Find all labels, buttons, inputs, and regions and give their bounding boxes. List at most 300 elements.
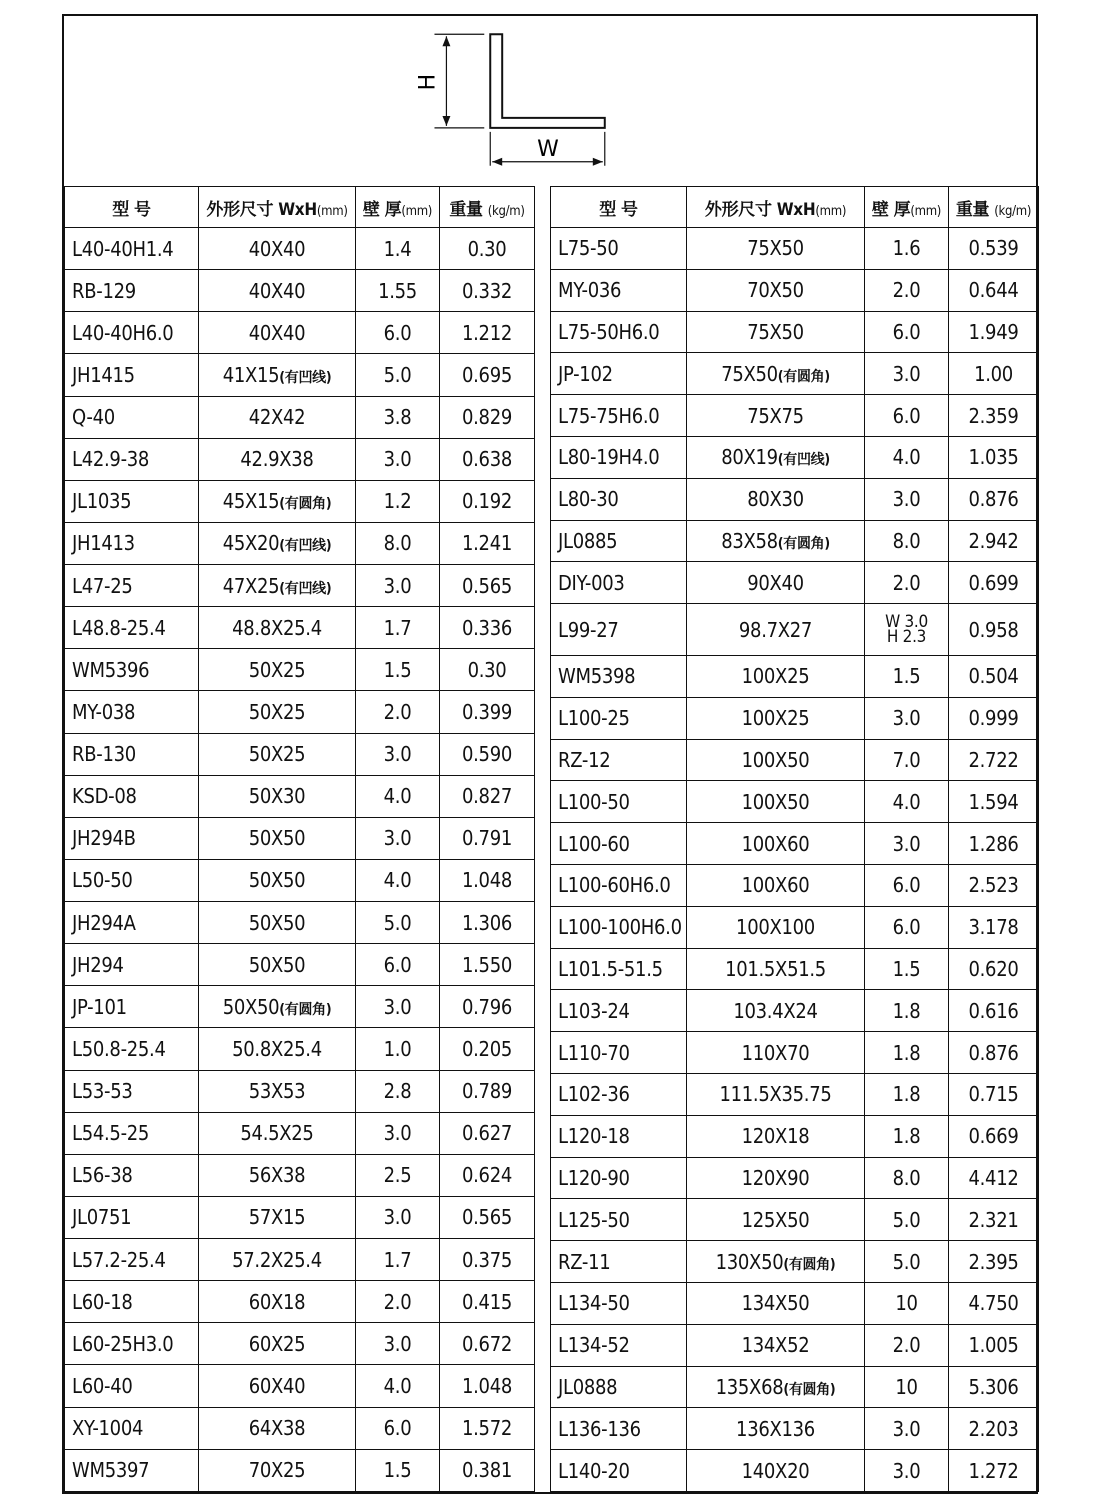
size-value: 120X18 [741, 1124, 810, 1149]
model-cell: JL1035 [65, 480, 199, 522]
size-cell [199, 438, 356, 480]
model-cell: L75-50H6.0 [551, 311, 687, 353]
table-row [65, 1028, 535, 1070]
size-cell [687, 906, 865, 948]
model-cell: L140-20 [551, 1450, 687, 1492]
size-value: 50X25 [248, 657, 306, 682]
model-cell: L120-18 [551, 1115, 687, 1157]
size-value: 50X25 [248, 742, 306, 767]
size-value: 80X19 [721, 445, 778, 470]
table-row [551, 311, 1039, 353]
size-value: 130X50 [715, 1249, 784, 1274]
model-cell: JL0751 [65, 1196, 199, 1238]
model-cell: DIY-003 [551, 562, 687, 604]
wall-cell: 5.0 [865, 1241, 949, 1283]
size-value: 64X38 [248, 1416, 306, 1441]
size-cell [199, 1112, 356, 1154]
size-value: 50X25 [248, 699, 306, 724]
wall-cell: 3.0 [865, 1408, 949, 1450]
size-value: 50.8X25.4 [232, 1036, 322, 1061]
wall-cell: 3.0 [356, 1323, 440, 1365]
weight-cell: 2.942 [949, 520, 1039, 562]
size-value: 41X15 [222, 362, 280, 387]
spec-sheet [62, 14, 1038, 1494]
wall-cell: 5.0 [356, 354, 440, 396]
model-cell: L100-50 [551, 781, 687, 823]
table-row [65, 480, 535, 522]
weight-cell: 2.203 [949, 1408, 1039, 1450]
size-value: 50X50 [248, 868, 306, 893]
model-cell: L136-136 [551, 1408, 687, 1450]
table-row [65, 1196, 535, 1238]
header-size: 外形尺寸 WxH(mm) [687, 187, 865, 228]
model-cell: L99-27 [551, 604, 687, 656]
wall-cell: 1.5 [865, 948, 949, 990]
size-value: 57X15 [248, 1205, 306, 1230]
table-row [551, 1073, 1039, 1115]
size-cell [199, 1196, 356, 1238]
header-size: 外形尺寸 WxH(mm) [199, 187, 356, 228]
size-cell [199, 733, 356, 775]
table-row [65, 859, 535, 901]
wall-cell: 5.0 [356, 902, 440, 944]
size-cell [199, 944, 356, 986]
size-cell [687, 604, 865, 656]
size-cell [199, 1154, 356, 1196]
model-cell: L60-18 [65, 1281, 199, 1323]
size-value: 83X58 [721, 528, 778, 553]
model-cell: WM5398 [551, 656, 687, 698]
h-dimension-label: H [415, 73, 441, 91]
header-wall: 壁 厚(mm) [356, 187, 440, 228]
size-value: 60X18 [248, 1289, 306, 1314]
size-note: (有圆角) [279, 1001, 332, 1018]
wall-cell: 2.0 [356, 1281, 440, 1323]
model-cell: JP-101 [65, 986, 199, 1028]
table-row [65, 817, 535, 859]
size-value: 101.5X51.5 [725, 956, 826, 981]
table-row [551, 1032, 1039, 1074]
weight-cell: 1.550 [440, 944, 535, 986]
weight-cell: 1.212 [440, 312, 535, 354]
table-row [551, 739, 1039, 781]
size-cell [687, 1366, 865, 1408]
size-cell [687, 823, 865, 865]
size-cell [199, 354, 356, 396]
wall-cell: 3.0 [356, 733, 440, 775]
model-cell: L75-75H6.0 [551, 395, 687, 437]
wall-cell: 1.4 [356, 228, 440, 270]
weight-cell: 0.669 [949, 1115, 1039, 1157]
weight-cell: 1.035 [949, 436, 1039, 478]
size-value: 50X50 [222, 994, 280, 1019]
size-cell [687, 311, 865, 353]
size-cell [687, 990, 865, 1032]
model-cell: L60-40 [65, 1365, 199, 1407]
size-cell [199, 1365, 356, 1407]
weight-cell: 0.192 [440, 480, 535, 522]
table-row [551, 395, 1039, 437]
table-row [65, 733, 535, 775]
size-value: 100X50 [741, 747, 810, 772]
table-row [65, 944, 535, 986]
wall-cell: 1.8 [865, 990, 949, 1032]
table-row [65, 396, 535, 438]
wall-cell: 1.5 [356, 649, 440, 691]
weight-cell: 0.205 [440, 1028, 535, 1070]
weight-cell: 0.381 [440, 1449, 535, 1491]
size-value: 50X50 [248, 952, 306, 977]
table-row [551, 1450, 1039, 1492]
size-value: 60X25 [248, 1331, 306, 1356]
size-note: (有圆角) [783, 1256, 836, 1273]
table-header-row [65, 187, 535, 228]
size-value: 54.5X25 [240, 1121, 314, 1146]
table-row [65, 1281, 535, 1323]
wall-cell: 6.0 [356, 1407, 440, 1449]
model-cell: L40-40H1.4 [65, 228, 199, 270]
size-value: 75X50 [747, 236, 804, 261]
size-cell [687, 228, 865, 270]
weight-cell: 2.523 [949, 864, 1039, 906]
size-cell [199, 649, 356, 691]
model-cell: JH294B [65, 817, 199, 859]
model-cell: JH1413 [65, 522, 199, 564]
size-cell [687, 1282, 865, 1324]
model-cell: L100-100H6.0 [551, 906, 687, 948]
weight-cell: 0.627 [440, 1112, 535, 1154]
weight-cell: 1.048 [440, 859, 535, 901]
model-cell: L50-50 [65, 859, 199, 901]
wall-cell: 2.5 [356, 1154, 440, 1196]
size-value: 80X30 [747, 487, 804, 512]
size-cell [199, 1449, 356, 1491]
size-cell [199, 986, 356, 1028]
weight-cell: 5.306 [949, 1366, 1039, 1408]
weight-cell: 1.594 [949, 781, 1039, 823]
size-value: 70X50 [747, 278, 804, 303]
model-cell: KSD-08 [65, 775, 199, 817]
size-cell [199, 312, 356, 354]
size-value: 75X50 [747, 319, 804, 344]
size-cell [687, 520, 865, 562]
wall-cell: 10 [865, 1366, 949, 1408]
table-row [65, 691, 535, 733]
wall-cell: 3.0 [865, 478, 949, 520]
weight-cell: 1.949 [949, 311, 1039, 353]
weight-cell: 0.30 [440, 228, 535, 270]
size-value: 75X75 [747, 403, 804, 428]
size-note: (有圆角) [279, 496, 332, 513]
size-value: 134X50 [741, 1291, 810, 1316]
table-row [551, 823, 1039, 865]
wall-cell: 3.0 [356, 1112, 440, 1154]
wall-cell [865, 604, 949, 656]
table-row [551, 520, 1039, 562]
model-cell: WM5396 [65, 649, 199, 691]
size-cell [687, 1450, 865, 1492]
wall-cell: 5.0 [865, 1199, 949, 1241]
weight-cell: 0.415 [440, 1281, 535, 1323]
size-value: 100X60 [741, 831, 810, 856]
table-row [65, 1239, 535, 1281]
size-cell [687, 1032, 865, 1074]
table-row [65, 649, 535, 691]
size-cell [687, 697, 865, 739]
size-cell [687, 948, 865, 990]
model-cell: WM5397 [65, 1449, 199, 1491]
wall-cell: 1.6 [865, 228, 949, 270]
table-row [551, 656, 1039, 698]
table-row [65, 1070, 535, 1112]
size-cell [687, 1115, 865, 1157]
wall-cell: 3.8 [356, 396, 440, 438]
weight-cell: 0.624 [440, 1154, 535, 1196]
wall-w-value: W 3.0 [885, 611, 928, 632]
weight-cell: 0.789 [440, 1070, 535, 1112]
wall-cell: 4.0 [356, 1365, 440, 1407]
wall-cell: 3.0 [865, 823, 949, 865]
wall-cell: 6.0 [865, 906, 949, 948]
wall-cell: 2.8 [356, 1070, 440, 1112]
table-row [65, 607, 535, 649]
model-cell: L120-90 [551, 1157, 687, 1199]
weight-cell: 0.336 [440, 607, 535, 649]
header-weight: 重量 (kg/m) [949, 187, 1039, 228]
size-value: 70X25 [248, 1458, 306, 1483]
table-row [65, 986, 535, 1028]
weight-cell: 0.791 [440, 817, 535, 859]
size-value: 60X40 [248, 1373, 306, 1398]
model-cell: JH294 [65, 944, 199, 986]
table-row [551, 1408, 1039, 1450]
size-value: 100X60 [741, 873, 810, 898]
size-cell [199, 228, 356, 270]
wall-cell: 1.7 [356, 607, 440, 649]
size-cell [199, 1407, 356, 1449]
size-value: 135X68 [715, 1374, 784, 1399]
size-value: 100X25 [741, 664, 810, 689]
size-note: (有圆角) [777, 535, 830, 552]
model-cell: L75-50 [551, 228, 687, 270]
model-cell: JH1415 [65, 354, 199, 396]
size-value: 75X50 [721, 361, 778, 386]
size-cell [199, 817, 356, 859]
size-value: 45X15 [222, 489, 280, 514]
size-cell [687, 436, 865, 478]
model-cell: RB-129 [65, 270, 199, 312]
table-row [65, 270, 535, 312]
size-cell [687, 1199, 865, 1241]
wall-cell: 4.0 [865, 781, 949, 823]
wall-cell: 7.0 [865, 739, 949, 781]
table-row [551, 990, 1039, 1032]
size-value: 42.9X38 [240, 447, 314, 472]
weight-cell: 1.00 [949, 353, 1039, 395]
model-cell: L48.8-25.4 [65, 607, 199, 649]
size-cell [687, 269, 865, 311]
table-row [551, 697, 1039, 739]
weight-cell: 0.829 [440, 396, 535, 438]
size-value: 48.8X25.4 [232, 615, 322, 640]
wall-cell: 6.0 [356, 312, 440, 354]
header-wall: 壁 厚(mm) [865, 187, 949, 228]
angle-profile-diagram [64, 16, 1036, 186]
weight-cell: 0.876 [949, 478, 1039, 520]
size-cell [199, 691, 356, 733]
weight-cell: 4.750 [949, 1282, 1039, 1324]
size-note: (有凹线) [279, 538, 332, 555]
weight-cell: 2.359 [949, 395, 1039, 437]
tables-area [64, 186, 1036, 1492]
model-cell: L134-50 [551, 1282, 687, 1324]
model-cell: L57.2-25.4 [65, 1239, 199, 1281]
size-value: 40X40 [248, 236, 306, 261]
size-value: 40X40 [248, 278, 306, 303]
table-row [551, 906, 1039, 948]
wall-cell: 6.0 [865, 311, 949, 353]
size-cell [199, 1323, 356, 1365]
weight-cell: 3.178 [949, 906, 1039, 948]
wall-cell: 8.0 [865, 1157, 949, 1199]
profile-table-right [550, 186, 1039, 1492]
wall-cell: 4.0 [356, 775, 440, 817]
wall-cell: 1.8 [865, 1073, 949, 1115]
weight-cell: 0.715 [949, 1073, 1039, 1115]
wall-cell: 2.0 [865, 562, 949, 604]
size-cell [687, 562, 865, 604]
model-cell: L42.9-38 [65, 438, 199, 480]
weight-cell: 0.958 [949, 604, 1039, 656]
weight-cell: 1.286 [949, 823, 1039, 865]
weight-cell: 0.539 [949, 228, 1039, 270]
size-cell [687, 395, 865, 437]
table-row [551, 781, 1039, 823]
size-note: (有凹线) [279, 369, 332, 386]
table-row [65, 312, 535, 354]
model-cell: L56-38 [65, 1154, 199, 1196]
weight-cell: 0.399 [440, 691, 535, 733]
wall-cell: 3.0 [356, 565, 440, 607]
model-cell: RZ-12 [551, 739, 687, 781]
weight-cell: 0.620 [949, 948, 1039, 990]
table-row [65, 1323, 535, 1365]
table-row [65, 902, 535, 944]
table-row [65, 522, 535, 564]
wall-cell: 6.0 [865, 864, 949, 906]
wall-cell: 2.0 [865, 269, 949, 311]
model-cell: L103-24 [551, 990, 687, 1032]
table-row [551, 478, 1039, 520]
size-cell [199, 1281, 356, 1323]
size-note: (有凹线) [279, 580, 332, 597]
size-cell [687, 781, 865, 823]
weight-cell: 2.395 [949, 1241, 1039, 1283]
wall-cell: 1.5 [356, 1449, 440, 1491]
model-cell: L40-40H6.0 [65, 312, 199, 354]
size-cell [687, 656, 865, 698]
table-row [551, 948, 1039, 990]
weight-cell: 1.272 [949, 1450, 1039, 1492]
table-row [551, 228, 1039, 270]
weight-cell: 1.005 [949, 1324, 1039, 1366]
size-value: 120X90 [741, 1165, 810, 1190]
wall-cell: 3.0 [865, 697, 949, 739]
size-value: 50X30 [248, 784, 306, 809]
wall-cell: 1.0 [356, 1028, 440, 1070]
wall-cell: 3.0 [356, 986, 440, 1028]
table-row [551, 269, 1039, 311]
size-cell [687, 1157, 865, 1199]
wall-h-value: H 2.3 [886, 626, 927, 647]
wall-cell: 1.2 [356, 480, 440, 522]
wall-cell: 2.0 [356, 691, 440, 733]
size-cell [199, 1070, 356, 1112]
weight-cell: 0.695 [440, 354, 535, 396]
wall-cell: 6.0 [356, 944, 440, 986]
table-row [551, 864, 1039, 906]
size-cell [199, 1028, 356, 1070]
weight-cell: 4.412 [949, 1157, 1039, 1199]
size-value: 90X40 [747, 570, 804, 595]
weight-cell: 0.827 [440, 775, 535, 817]
size-cell [199, 270, 356, 312]
model-cell: XY-1004 [65, 1407, 199, 1449]
model-cell: MY-038 [65, 691, 199, 733]
weight-cell: 0.638 [440, 438, 535, 480]
wall-cell: 1.8 [865, 1115, 949, 1157]
weight-cell: 0.30 [440, 649, 535, 691]
table-row [551, 562, 1039, 604]
size-value: 134X52 [741, 1333, 810, 1358]
table-row [65, 775, 535, 817]
table-row [65, 1449, 535, 1491]
table-row [551, 1199, 1039, 1241]
size-note: (有凹线) [777, 452, 830, 469]
model-cell: RB-130 [65, 733, 199, 775]
size-cell [687, 864, 865, 906]
size-cell [687, 739, 865, 781]
model-cell: L125-50 [551, 1199, 687, 1241]
table-row [65, 1112, 535, 1154]
size-value: 98.7X27 [738, 617, 813, 642]
size-value: 100X100 [736, 915, 815, 940]
weight-cell: 1.306 [440, 902, 535, 944]
size-value: 50X50 [248, 826, 306, 851]
size-value: 45X20 [222, 531, 280, 556]
weight-cell: 0.672 [440, 1323, 535, 1365]
size-value: 125X50 [741, 1207, 810, 1232]
table-row [551, 1324, 1039, 1366]
wall-cell: 2.0 [865, 1324, 949, 1366]
wall-cell: 3.0 [356, 817, 440, 859]
weight-cell: 0.876 [949, 1032, 1039, 1074]
size-cell [199, 859, 356, 901]
model-cell: L102-36 [551, 1073, 687, 1115]
wall-cell: 3.0 [865, 1450, 949, 1492]
weight-cell: 0.332 [440, 270, 535, 312]
model-cell: MY-036 [551, 269, 687, 311]
size-cell [199, 480, 356, 522]
weight-cell: 0.999 [949, 697, 1039, 739]
weight-cell: 0.565 [440, 565, 535, 607]
size-cell [199, 607, 356, 649]
table-row [551, 353, 1039, 395]
size-cell [687, 478, 865, 520]
model-cell: L54.5-25 [65, 1112, 199, 1154]
header-model: 型 号 [551, 187, 687, 228]
size-value: 40X40 [248, 320, 306, 345]
